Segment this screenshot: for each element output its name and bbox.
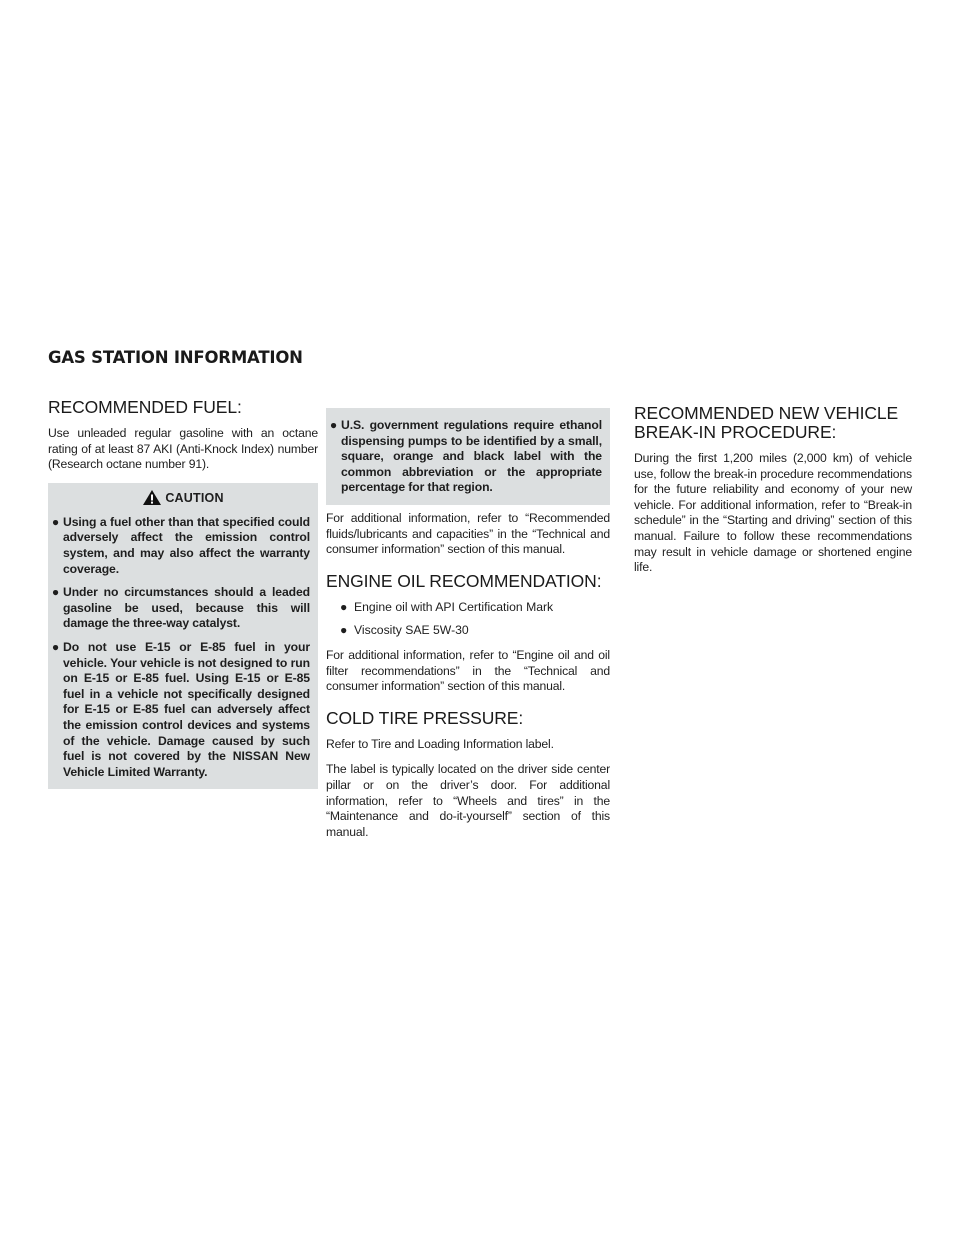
caution-item — [48, 640, 318, 780]
caution-item-text: Do not use E-15 or E-85 fuel in your vehicle. Your vehicle is not designed to run on E-15 or E-85 fuel. Using E-15 or E-85 fuel in a vehicle not specifically designed for E-15 or E-85 fuel can adversely affect the emission control devices and systems of the vehicle. Damage caused by such fuel is not covered by the NISSAN New Vehicle Limited Warranty. — [63, 639, 310, 779]
caution-label: CAUTION — [165, 490, 224, 505]
caution-header — [48, 485, 318, 511]
caution-item-text: Using a fuel other than that specified could adversely affect the emission control system, and may also affect the warranty coverage. — [63, 514, 310, 576]
bullet: ● — [340, 599, 348, 614]
engine-oil-reference-text: For additional information, refer to “Engine oil and oil filter recommendations” in the “Technical and consumer information” section of this manual. — [326, 647, 610, 694]
engine-oil-heading: ENGINE OIL RECOMMENDATION: — [326, 570, 602, 591]
caution-item-text: Under no circumstances should a leaded gasoline be used, because this will damage the three-way catalyst. — [63, 585, 310, 631]
fuel-reference-text: For additional information, refer to “Recommended fluids/lubricants and capacities” in the “Technical and consumer information” section of this manual. — [326, 510, 610, 557]
recommended-fuel-intro: Use unleaded regular gasoline with an octane rating of at least 87 AKI (Anti-Knock Index) number (Research octane number 91). — [48, 426, 318, 472]
caution-item — [48, 585, 318, 632]
caution-item-text: U.S. government regulations require ethanol dispensing pumps to be identified by a small, square, orange and black label with the common abbreviation or the appropriate percentage for that region. — [341, 418, 602, 495]
column-3 — [634, 404, 912, 586]
list-item — [326, 623, 610, 639]
break-in-heading — [634, 404, 912, 442]
bullet: ● — [340, 623, 348, 638]
bullet: ● — [51, 639, 60, 654]
caution-item — [48, 515, 318, 577]
break-in-body: During the first 1,200 miles (2,000 km) of vehicle use, follow the break-in procedure recommendations for the future reliability and economy of your new vehicle. For additional information, refer to “Break-in schedule” in the “Starting and driving” section of this manual. Failure to follow these recommendations may result in vehicle damage or shortened engine life. — [634, 451, 912, 575]
caution-box — [48, 483, 318, 790]
page-title: GAS STATION INFORMATION — [48, 348, 303, 367]
recommended-fuel-heading: RECOMMENDED FUEL: — [48, 397, 242, 417]
bullet: ● — [51, 514, 60, 529]
cold-tire-pressure-heading: COLD TIRE PRESSURE: — [326, 707, 524, 728]
column-2 — [326, 408, 610, 850]
list-item-text: Engine oil with API Certification Mark — [354, 599, 554, 614]
bullet: ● — [51, 585, 60, 600]
break-in-heading-line2: BREAK-IN PROCEDURE: — [634, 422, 837, 442]
column-1 — [48, 398, 318, 789]
caution-item — [326, 418, 610, 496]
list-item — [326, 600, 610, 616]
engine-oil-list — [326, 600, 610, 639]
caution-box-continued — [326, 408, 610, 505]
break-in-heading-line1: RECOMMENDED NEW VEHICLE — [634, 403, 899, 423]
tire-label-location-text: The label is typically located on the driver side center pillar or on the driver’s door. For additional information, refer to “Wheels and tires” in the “Maintenance and do-it-yourself” section of this manual. — [326, 762, 610, 839]
tire-label-text: Refer to Tire and Loading Information label. — [326, 736, 554, 751]
bullet: ● — [329, 418, 338, 432]
list-item-text: Viscosity SAE 5W-30 — [354, 623, 469, 638]
warning-triangle-icon — [142, 489, 162, 506]
